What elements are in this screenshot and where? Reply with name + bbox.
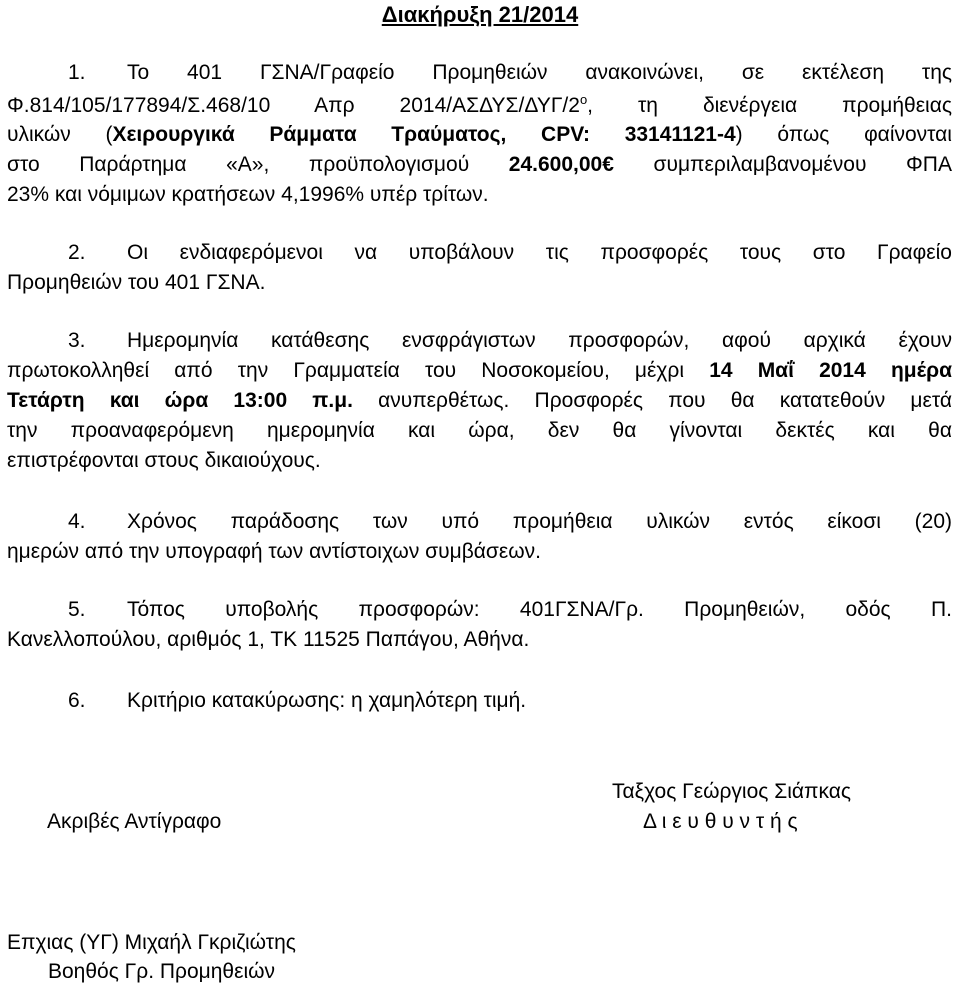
director-title: Δ ι ε υ θ υ ν τ ή ς — [643, 810, 798, 833]
material-description: Χειρουργικά Ράμματα Τραύματος, CPV: 33141121-4 — [112, 123, 736, 146]
assistant-title: Βοηθός Γρ. Προμηθειών — [48, 960, 276, 983]
item-5-line-1: 5. Τόπος υποβολής προσφορών: 401ΓΣΝΑ/Γρ. Προμηθειών, οδός Π. — [68, 598, 952, 621]
item-1-line-2: Φ.814/105/177894/Σ.468/10 Απρ $2014/A\Sigma\Delta\Upsilon\Sigma/\Delta\Upsilon\Gamma/2^o$, τη διενέργεια προμήθειας — [7, 92, 952, 117]
item-4-line-2: ημερών από την υπογραφή των αντίστοιχων συμβάσεων. — [7, 540, 541, 563]
item-6-number: 6. — [68, 689, 86, 712]
item-6-line-1: 6. Κριτήριο κατακύρωσης: η χαμηλότερη τιμή. — [68, 689, 527, 712]
item-3-line-2: πρωτοκολληθεί από την Γραμματεία του Νοσοκομείου, μέχρι 14 Μαΐ 2014 ημέρα — [7, 359, 952, 382]
item-3-number: 3. — [68, 329, 86, 352]
budget-amount: 24.600,00€ — [508, 153, 614, 176]
item-4-line-1: 4. Χρόνος παράδοσης των υπό προμήθεια υλικών εντός είκοσι (20) — [68, 510, 952, 533]
certified-copy-label: Ακριβές Αντίγραφο — [47, 810, 222, 833]
assistant-name: Επχιας (ΥΓ) Μιχαήλ Γκριζιώτης — [7, 931, 296, 954]
item-1-line-1: 1. Το 401 ΓΣΝΑ/Γραφείο Προμηθειών ανακοινώνει, σε εκτέλεση της — [68, 61, 952, 84]
item-1-line-4: στο Παράρτημα «Α», προϋπολογισμού 24.600,00€ συμπεριλαμβανομένου ΦΠΑ — [7, 153, 952, 176]
item-3-line-4: την προαναφερόμενη ημερομηνία και ώρα, δεν θα γίνονται δεκτές και θα — [7, 419, 952, 442]
document-title: Διακήρυξη 21/2014 — [381, 2, 579, 27]
item-1-number: 1. — [68, 61, 86, 84]
item-1-line-5: 23% και νόμιμων κρατήσεων 4,1996% υπέρ τρίτων. — [7, 183, 489, 206]
item-4-number: 4. — [68, 510, 86, 533]
item-3-line-1: 3. Ημερομηνία κατάθεσης ενσφράγιστων προσφορών, αφού αρχικά έχουν — [68, 329, 952, 352]
deadline-date: 14 Μαΐ 2014 ημέρα — [709, 359, 952, 382]
item-5-number: 5. — [68, 598, 86, 621]
item-3-line-3: Τετάρτη και ώρα 13:00 π.μ. ανυπερθέτως. Προσφορές που θα κατατεθούν μετά — [7, 389, 952, 412]
item-2-line-1: 2. Οι ενδιαφερόμενοι να υποβάλουν τις προσφορές τους στο Γραφείο — [68, 241, 952, 264]
item-2-number: 2. — [68, 241, 86, 264]
item-2-line-2: Προμηθειών του 401 ΓΣΝΑ. — [7, 271, 266, 294]
item-3-line-5: επιστρέφονται στους δικαιούχους. — [7, 449, 321, 472]
item-1-line-3: υλικών (Χειρουργικά Ράμματα Τραύματος, CPV: 33141121-4) όπως φαίνονται — [7, 123, 952, 146]
deadline-time: Τετάρτη και ώρα 13:00 π.μ. — [7, 389, 353, 412]
director-name: Ταξχος Γεώργιος Σιάπκας — [612, 780, 852, 803]
item-5-line-2: Κανελλοπούλου, αριθμός 1, ΤΚ 11525 Παπάγου, Αθήνα. — [7, 628, 530, 651]
